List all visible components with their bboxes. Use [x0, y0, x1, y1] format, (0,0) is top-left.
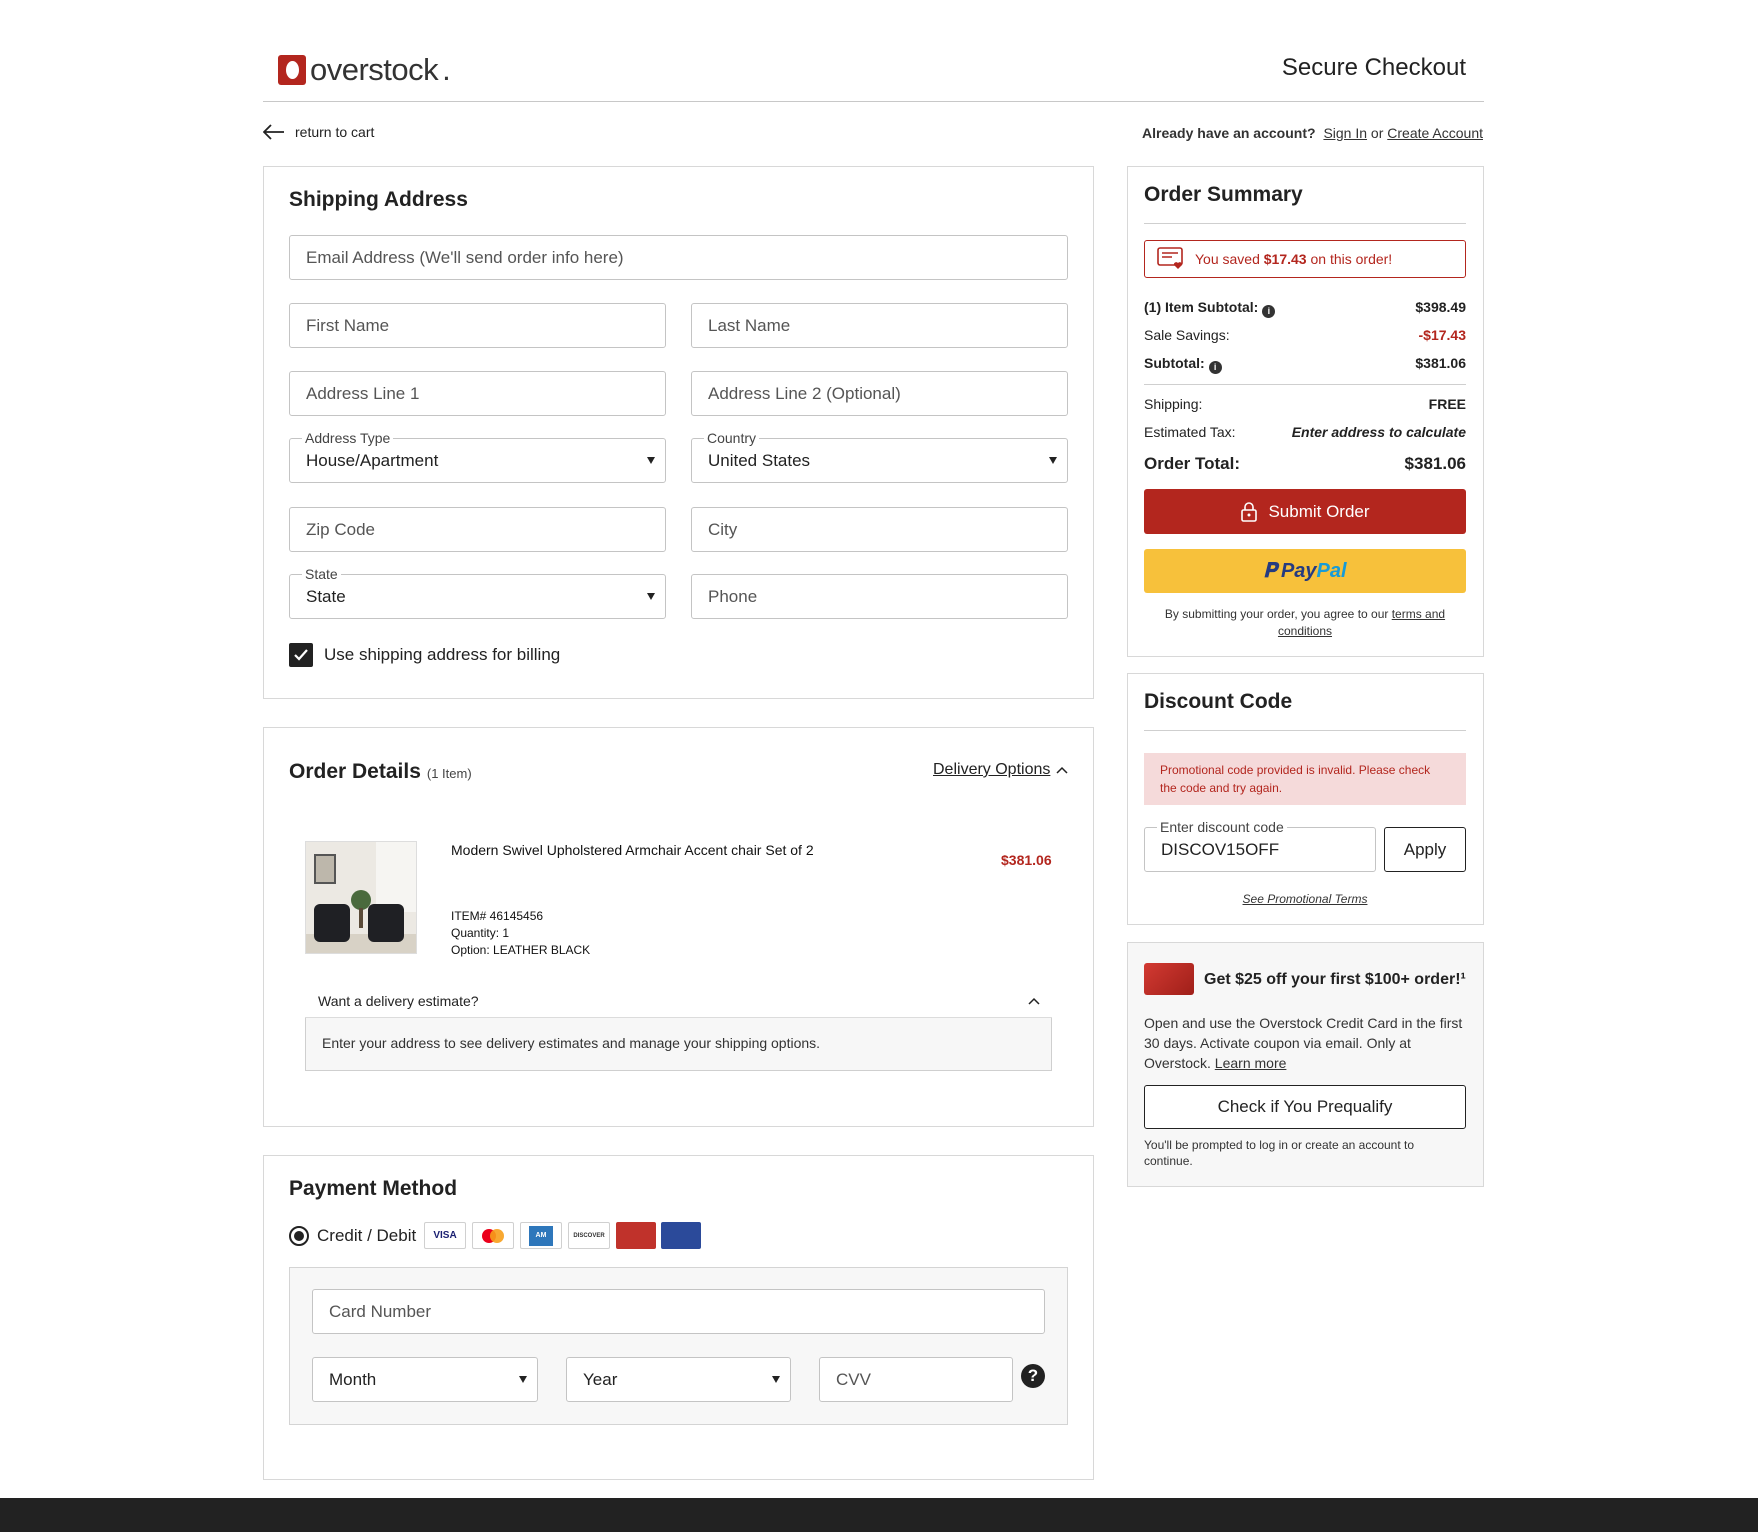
sale-savings-value: -$17.43	[1418, 327, 1466, 343]
last-name-field[interactable]	[691, 303, 1068, 348]
first-name-input[interactable]	[290, 304, 665, 347]
mastercard-icon	[472, 1222, 514, 1249]
info-icon[interactable]: i	[1209, 361, 1222, 374]
state-value: State	[306, 586, 346, 606]
address-line-2-input[interactable]	[692, 372, 1067, 415]
lock-icon	[1240, 502, 1258, 522]
country-label: Country	[704, 430, 759, 446]
discount-error-message: Promotional code provided is invalid. Please check the code and try again.	[1144, 753, 1466, 805]
product-quantity: Quantity: 1	[451, 926, 510, 940]
shipping-label: Shipping:	[1144, 396, 1203, 412]
product-image[interactable]	[305, 841, 417, 954]
or-text: or	[1370, 125, 1384, 141]
caret-down-icon	[772, 1376, 780, 1383]
email-field[interactable]	[289, 235, 1068, 280]
page-title: Secure Checkout	[1281, 54, 1466, 81]
product-price: $381.06	[1001, 852, 1052, 868]
phone-input[interactable]	[692, 575, 1067, 618]
prequalify-label: Check if You Prequalify	[1217, 1097, 1393, 1116]
other-card-icon	[661, 1222, 701, 1249]
discount-divider	[1144, 730, 1466, 731]
subtotal-value: $381.06	[1415, 355, 1466, 371]
chevron-up-icon	[1056, 766, 1068, 774]
info-icon[interactable]: i	[1262, 305, 1275, 318]
overstock-logo[interactable]: overstock .	[278, 52, 451, 88]
savings-amount: $17.43	[1263, 251, 1307, 267]
arrow-left-icon	[263, 124, 285, 140]
product-item-number: ITEM# 46145456	[451, 909, 544, 923]
return-to-cart-label: return to cart	[295, 124, 375, 140]
zip-code-field[interactable]	[289, 507, 666, 552]
overstock-card-icon	[616, 1222, 656, 1249]
caret-down-icon	[519, 1376, 527, 1383]
address-line-1-field[interactable]	[289, 371, 666, 416]
discount-code-title: Discount Code	[1144, 690, 1293, 713]
estimated-tax-value: Enter address to calculate	[1291, 424, 1466, 440]
credit-debit-option[interactable]	[289, 1226, 416, 1246]
payment-method-title: Payment Method	[289, 1177, 458, 1200]
checkmark-icon	[293, 648, 309, 662]
address-type-label: Address Type	[302, 430, 393, 446]
subtotal-row	[1144, 355, 1466, 374]
delivery-estimate-title: Want a delivery estimate?	[318, 993, 479, 1009]
caret-down-icon	[647, 593, 655, 600]
paypal-button[interactable]	[1144, 549, 1466, 593]
prequalify-button[interactable]	[1144, 1085, 1466, 1129]
credit-offer-headline: Get $25 off your first $100+ order!¹	[1204, 971, 1466, 988]
prequalify-footnote: You'll be prompted to log in or create an account to continue.	[1144, 1138, 1415, 1168]
item-subtotal-row	[1144, 299, 1466, 318]
order-total-value: $381.06	[1404, 454, 1466, 473]
last-name-input[interactable]	[692, 304, 1067, 347]
order-item-count: (1 Item)	[426, 766, 472, 781]
cvv-field[interactable]	[819, 1357, 1013, 1402]
radio-button-selected[interactable]	[289, 1226, 309, 1246]
city-field[interactable]	[691, 507, 1068, 552]
learn-more-link[interactable]: Learn more	[1214, 1055, 1287, 1071]
order-total-row	[1144, 454, 1466, 474]
terms-prefix: By submitting your order, you agree to our	[1164, 607, 1389, 621]
caret-down-icon	[647, 457, 655, 464]
credit-offer-text: Open and use the Overstock Credit Card in the first 30 days. Activate coupon via email. Only at Overstock.	[1144, 1015, 1463, 1071]
apply-button[interactable]	[1384, 827, 1466, 872]
zip-code-input[interactable]	[290, 508, 665, 551]
year-select[interactable]	[566, 1357, 791, 1402]
summary-divider-2	[1144, 384, 1466, 385]
card-number-input[interactable]	[313, 1290, 1044, 1333]
shipping-row	[1144, 396, 1466, 412]
sign-in-link[interactable]: Sign In	[1323, 125, 1368, 141]
state-select[interactable]	[289, 574, 666, 619]
address-type-value: House/Apartment	[306, 450, 439, 470]
paypal-logo-icon: 𝐏	[1263, 559, 1277, 582]
estimated-tax-label: Estimated Tax:	[1144, 424, 1236, 440]
cvv-input[interactable]	[820, 1358, 1012, 1401]
return-to-cart-link[interactable]	[263, 124, 374, 140]
delivery-options-label: Delivery Options	[933, 761, 1051, 778]
subtotal-label: Subtotal: i	[1144, 355, 1222, 374]
summary-divider	[1144, 223, 1466, 224]
footer-bar	[0, 1498, 1758, 1532]
overstock-logo-icon	[278, 55, 306, 85]
state-label: State	[302, 566, 341, 582]
phone-field[interactable]	[691, 574, 1068, 619]
card-number-field[interactable]	[312, 1289, 1045, 1334]
product-name[interactable]: Modern Swivel Upholstered Armchair Accent chair Set of 2	[451, 842, 814, 858]
billing-checkbox-label: Use shipping address for billing	[324, 645, 561, 664]
shipping-value: FREE	[1428, 396, 1466, 412]
submit-order-button[interactable]	[1144, 489, 1466, 534]
billing-checkbox-row[interactable]	[289, 643, 560, 667]
create-account-link[interactable]: Create Account	[1387, 125, 1483, 141]
visa-card-icon: VISA	[424, 1222, 466, 1249]
savings-tag-icon	[1157, 247, 1185, 271]
month-value: Month	[329, 1369, 377, 1389]
discount-code-label: Enter discount code	[1157, 819, 1287, 835]
header-divider	[263, 101, 1484, 102]
estimated-tax-row	[1144, 424, 1466, 440]
item-subtotal-value: $398.49	[1415, 299, 1466, 315]
credit-debit-label: Credit / Debit	[317, 1226, 417, 1245]
submit-order-label: Submit Order	[1268, 501, 1370, 521]
terms-link[interactable]: terms and conditions	[1277, 607, 1446, 638]
email-input[interactable]	[290, 236, 1067, 279]
sale-savings-row	[1144, 327, 1466, 343]
account-prompt-text: Already have an account?	[1142, 125, 1316, 141]
order-summary-title: Order Summary	[1144, 183, 1303, 206]
address-line-1-input[interactable]	[290, 372, 665, 415]
apply-label: Apply	[1403, 839, 1447, 859]
caret-down-icon	[1049, 457, 1057, 464]
paypal-pal-text: Pal	[1316, 559, 1347, 582]
credit-offer-body	[1144, 1013, 1469, 1073]
amex-card-icon: AM	[520, 1222, 562, 1249]
month-select[interactable]	[312, 1357, 538, 1402]
delivery-options-toggle[interactable]	[933, 761, 1068, 779]
order-details-heading	[289, 760, 472, 784]
delivery-estimate-body: Enter your address to see delivery estimates and manage your shipping options.	[322, 1035, 821, 1051]
promotional-terms-link[interactable]: See Promotional Terms	[1242, 892, 1368, 906]
first-name-field[interactable]	[289, 303, 666, 348]
shipping-address-title: Shipping Address	[289, 188, 468, 211]
armchair-photo	[306, 842, 417, 954]
delivery-estimate-header[interactable]	[305, 984, 1052, 1018]
sale-savings-label: Sale Savings:	[1144, 327, 1230, 343]
chevron-up-icon	[1028, 997, 1040, 1005]
discover-card-icon: DISCOVER	[568, 1222, 610, 1249]
billing-checkbox[interactable]	[289, 643, 313, 667]
address-line-2-field[interactable]	[691, 371, 1068, 416]
cvv-help-icon[interactable]: ?	[1021, 1364, 1045, 1388]
country-value: United States	[708, 450, 811, 470]
credit-card-image	[1144, 963, 1194, 995]
item-subtotal-label: (1) Item Subtotal: i	[1144, 299, 1275, 318]
order-total-label: Order Total:	[1144, 454, 1241, 473]
city-input[interactable]	[692, 508, 1067, 551]
savings-text: You saved $17.43 on this order!	[1195, 251, 1393, 267]
logo-text: overstock	[310, 52, 439, 87]
year-value: Year	[583, 1369, 618, 1389]
paypal-pay-text: Pay	[1280, 559, 1317, 582]
account-prompt	[1142, 125, 1483, 141]
order-details-title: Order Details	[289, 760, 421, 783]
savings-banner	[1144, 240, 1466, 278]
terms-notice	[1152, 606, 1458, 640]
product-option: Option: LEATHER BLACK	[451, 943, 591, 957]
